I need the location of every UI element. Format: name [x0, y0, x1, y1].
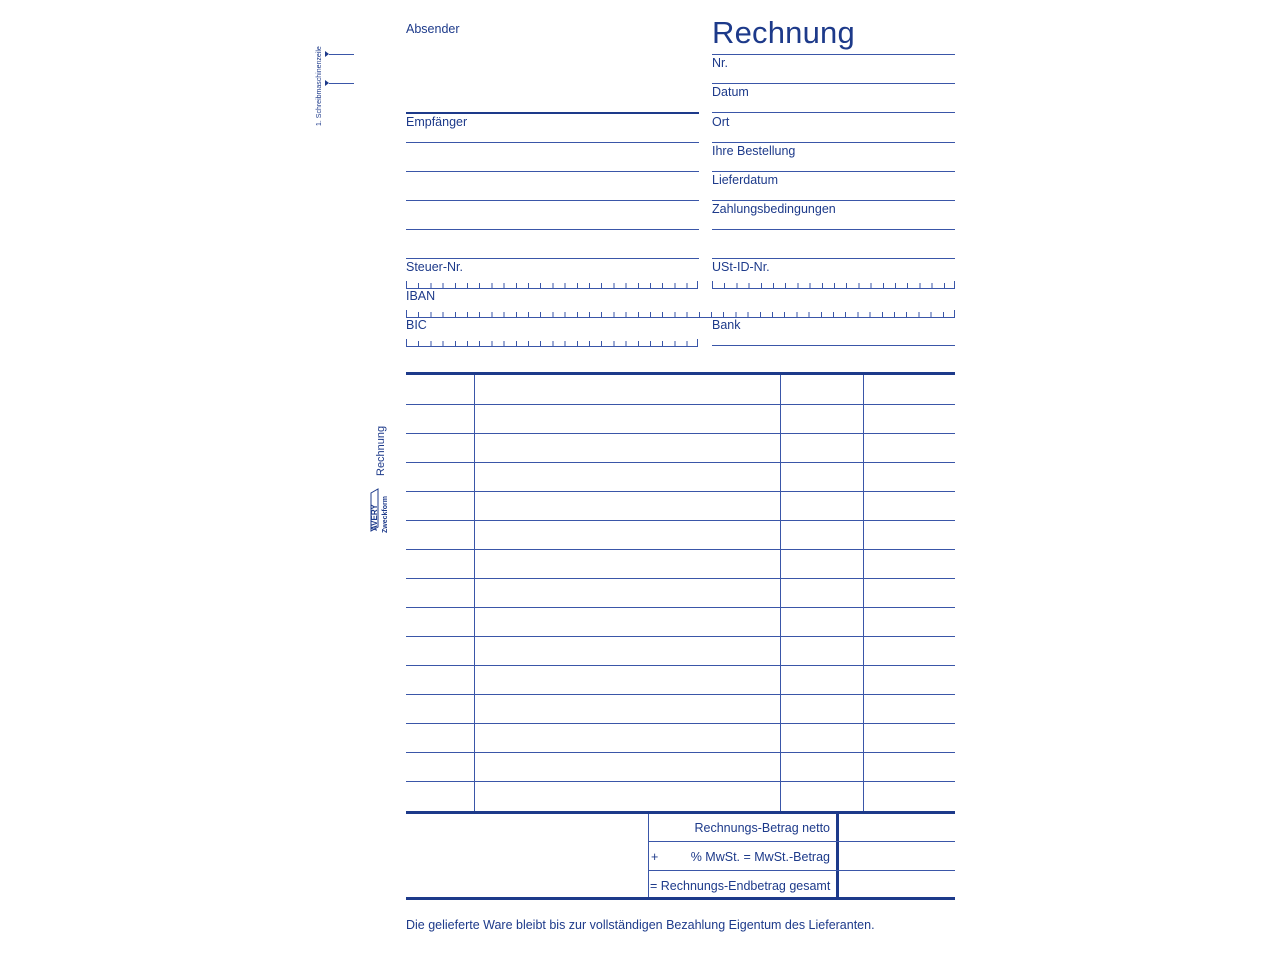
table-row-line[interactable]: [406, 404, 955, 405]
title-rule: [712, 54, 955, 55]
empfaenger-label: Empfänger: [406, 115, 468, 129]
table-row-line[interactable]: [406, 578, 955, 579]
netto-label: Rechnungs-Betrag netto: [694, 821, 830, 835]
datum-label: Datum: [712, 85, 749, 99]
page-title: Rechnung: [712, 15, 855, 50]
empfaenger-line-1[interactable]: [406, 142, 699, 143]
totals-left-divider: [648, 814, 649, 898]
table-row-line[interactable]: [406, 549, 955, 550]
ort-field[interactable]: [712, 142, 955, 143]
lieferdatum-field[interactable]: [712, 200, 955, 201]
empfaenger-line-4[interactable]: [406, 229, 699, 230]
bank-label: Bank: [712, 318, 741, 332]
mwst-amount-field[interactable]: [840, 843, 955, 869]
svg-text:Zweckform: Zweckform: [382, 496, 389, 533]
table-col-divider-2: [780, 375, 781, 812]
plus-sign: +: [651, 850, 659, 864]
table-row-line[interactable]: [406, 694, 955, 695]
table-bottom-rule: [406, 811, 955, 814]
table-row-line[interactable]: [406, 462, 955, 463]
totals-row-line-1: [648, 841, 955, 842]
zahlung-field-2[interactable]: [712, 258, 955, 259]
bank-field[interactable]: [712, 345, 955, 346]
ownership-note: Die gelieferte Ware bleibt bis zur vollständigen Bezahlung Eigentum des Lieferanten.: [406, 918, 875, 932]
table-top-rule: [406, 372, 955, 375]
side-form-name: Rechnung: [375, 425, 387, 476]
totals-amount-divider: [836, 812, 839, 899]
bic-label: BIC: [406, 318, 427, 332]
gesamt-label: = Rechnungs-Endbetrag gesamt: [650, 879, 831, 893]
empfaenger-line-5[interactable]: [406, 258, 699, 259]
totals-bottom-rule: [406, 897, 955, 900]
table-row-line[interactable]: [406, 607, 955, 608]
steuer-ruler[interactable]: [406, 281, 698, 289]
table-row-line[interactable]: [406, 433, 955, 434]
nr-label: Nr.: [712, 56, 728, 70]
table-row-line[interactable]: [406, 491, 955, 492]
svg-text:AVERY: AVERY: [370, 504, 379, 531]
ust-label: USt-ID-Nr.: [712, 260, 770, 274]
typewriter-line-label: 1. Schreibmaschinenzeile: [316, 46, 323, 126]
absender-label: Absender: [406, 22, 460, 36]
ust-ruler[interactable]: [712, 281, 955, 289]
gesamt-amount-field[interactable]: [840, 871, 955, 896]
table-row-line[interactable]: [406, 520, 955, 521]
netto-amount-field[interactable]: [840, 815, 955, 841]
zahlung-field-1[interactable]: [712, 229, 955, 230]
empfaenger-line-3[interactable]: [406, 200, 699, 201]
absender-line[interactable]: [406, 112, 699, 114]
table-row-line[interactable]: [406, 752, 955, 753]
table-row-line[interactable]: [406, 665, 955, 666]
avery-zweckform-logo: [368, 487, 394, 533]
table-row-line[interactable]: [406, 781, 955, 782]
typewriter-marker-1-line: [329, 54, 354, 55]
bestellung-field[interactable]: [712, 171, 955, 172]
zahlung-label: Zahlungsbedingungen: [712, 202, 836, 216]
bic-ruler[interactable]: [406, 339, 698, 347]
mwst-label: % MwSt. = MwSt.-Betrag: [690, 850, 830, 864]
datum-field[interactable]: [712, 112, 955, 113]
ort-label: Ort: [712, 115, 730, 129]
table-row-line[interactable]: [406, 723, 955, 724]
table-row-line[interactable]: [406, 636, 955, 637]
nr-field[interactable]: [712, 83, 955, 84]
table-col-divider-1: [474, 375, 475, 812]
typewriter-marker-2-line: [329, 83, 354, 84]
empfaenger-line-2[interactable]: [406, 171, 699, 172]
iban-label: IBAN: [406, 289, 436, 303]
steuer-label: Steuer-Nr.: [406, 260, 463, 274]
lieferdatum-label: Lieferdatum: [712, 173, 779, 187]
bestellung-label: Ihre Bestellung: [712, 144, 796, 158]
iban-ruler[interactable]: [406, 310, 955, 318]
table-col-divider-3: [863, 375, 864, 812]
